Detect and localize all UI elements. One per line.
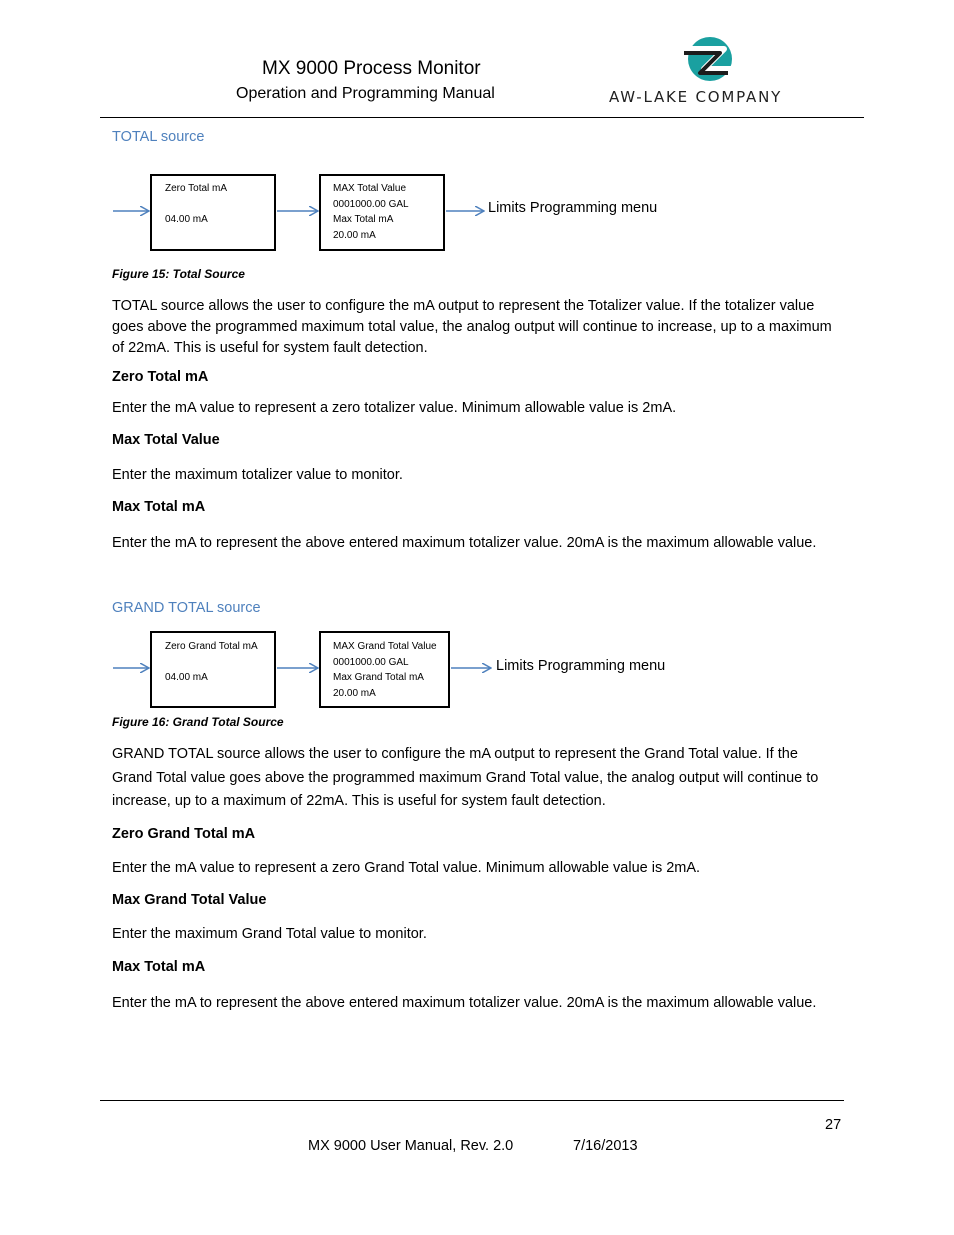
page-number: 27: [825, 1117, 842, 1133]
box-line: 0001000.00 GAL: [333, 656, 409, 668]
company-logo-text: AW-LAKE COMPANY: [609, 88, 783, 106]
box-line: Max Grand Total mA: [333, 672, 424, 683]
footer-date: 7/16/2013: [573, 1138, 638, 1154]
footer-divider: [100, 1100, 844, 1101]
box-line: Zero Grand Total mA: [165, 641, 258, 652]
document-subtitle: Operation and Programming Manual: [236, 85, 495, 102]
box-line: 04.00 mA: [165, 672, 208, 683]
paragraph: Enter the mA value to represent a zero Grand Total value. Minimum allowable value is 2mA.: [112, 860, 701, 876]
figure-caption: Figure 15: Total Source: [112, 267, 245, 281]
subheading: Max Total Value: [112, 432, 220, 448]
subheading: Zero Total mA: [112, 369, 209, 385]
box-line: 20.00 mA: [333, 229, 376, 241]
section-heading-grand-total: GRAND TOTAL source: [112, 600, 261, 616]
subheading: Max Total mA: [112, 959, 206, 975]
paragraph: Enter the mA value to represent a zero totalizer value. Minimum allowable value is 2mA.: [112, 400, 677, 416]
grand-arrow-label: Limits Programming menu: [496, 658, 666, 674]
footer-manual: MX 9000 User Manual, Rev. 2.0: [308, 1138, 514, 1154]
paragraph: Enter the maximum totalizer value to monitor.: [112, 467, 403, 483]
section-heading-total: TOTAL source: [112, 129, 205, 145]
figure-caption: Figure 16: Grand Total Source: [112, 715, 284, 729]
document-title: MX 9000 Process Monitor: [262, 58, 481, 79]
paragraph: GRAND TOTAL source allows the user to configure the mA output to represent the Grand Total value. If the Grand Total value goes above the programmed maximum Grand Total value, the analog output will continue to increase, up to a maximum of 22mA. This is useful for system fault detection.: [112, 746, 819, 809]
paragraph: TOTAL source allows the user to configure the mA output to represent the Totalizer value. If the totalizer value goes above the programmed maximum total value, the analog output will continue to increase, up to a maximum of 22mA. This is useful for system fault detection.: [112, 298, 832, 356]
total-arrow-label: Limits Programming menu: [488, 200, 658, 216]
box-line: 0001000.00 GAL: [333, 198, 409, 210]
box-line: MAX Grand Total Value: [333, 641, 437, 652]
box-line: MAX Total Value: [333, 183, 407, 194]
box-line: 04.00 mA: [165, 214, 208, 225]
subheading: Max Total mA: [112, 499, 206, 515]
paragraph: Enter the mA to represent the above entered maximum totalizer value. 20mA is the maximum allowable value.: [112, 995, 817, 1011]
paragraph: Enter the mA to represent the above entered maximum totalizer value. 20mA is the maximum allowable value.: [112, 535, 817, 551]
box-line: Max Total mA: [333, 214, 394, 225]
paragraph: Enter the maximum Grand Total value to monitor.: [112, 926, 427, 942]
box-line: Zero Total mA: [165, 183, 228, 194]
subheading: Zero Grand Total mA: [112, 826, 256, 842]
subheading: Max Grand Total Value: [112, 892, 267, 908]
box-line: 20.00 mA: [333, 687, 376, 699]
